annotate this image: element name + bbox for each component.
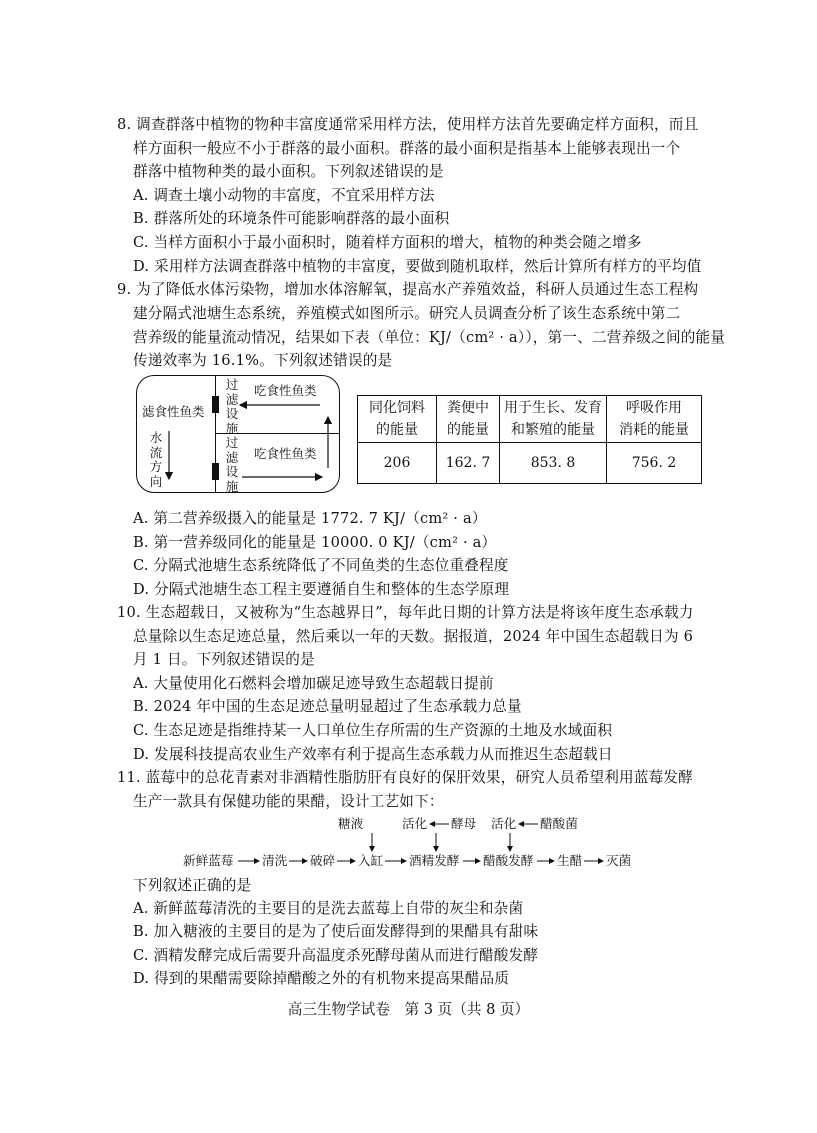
step-raw-vinegar: 生醋 <box>557 853 583 868</box>
table-row <box>358 443 702 484</box>
step-into-vat: 入缸 <box>358 853 384 868</box>
feeding-fish-lower-label: 吃食性鱼类 <box>254 446 317 461</box>
header-assimilated: 同化饲料 的能量 <box>358 396 437 443</box>
feeding-fish-upper-label: 吃食性鱼类 <box>254 383 317 398</box>
q9-option-d: D. 分隔式池塘生态工程主要遵循自生和整体的生态学原理 <box>133 581 510 598</box>
q9-option-a: A. 第二营养级摄入的能量是 1772. 7 KJ/（cm² · a） <box>133 510 487 527</box>
q11-stem-line-1: 11. 蓝莓中的总花青素对非酒精性脂肪肝有良好的保肝效果，研究人员希望利用蓝莓发酵 <box>117 769 694 786</box>
q8-option-a: A. 调查土壤小动物的丰富度，不宜采用样方法 <box>133 187 435 204</box>
step-alcohol-fermentation: 酒精发酵 <box>409 853 460 868</box>
q11-stem-line-2: 生产一款具有保健功能的果醋，设计工艺如下： <box>133 793 444 810</box>
input-acetic-bacteria: 醋酸菌 <box>540 816 578 831</box>
q8-stem-line-2: 样方面积一般应不小于群落的最小面积。群落的最小面积是指基本上能够表现出一个 <box>133 140 681 157</box>
pond-flow-arrows <box>137 376 341 494</box>
filter-facility-top-label: 过滤设施 <box>225 377 239 436</box>
step-sterilization: 灭菌 <box>606 853 632 868</box>
page-footer: 高三生物学试卷 第 3 页（共 8 页） <box>287 1001 530 1018</box>
q9-stem-line-3: 营养级的能量流动情况，结果如下表（单位：KJ/（cm² · a）），第一、二营养级之间的能量 <box>133 329 726 346</box>
q10-option-c: C. 生态足迹是指维持某一人口单位生存所需的生产资源的土地及水域面积 <box>133 722 613 739</box>
header-growth: 用于生长、发育 和繁殖的能量 <box>500 396 607 443</box>
process-flow-arrows <box>183 813 643 871</box>
header-respiration: 呼吸作用 消耗的能量 <box>607 396 702 443</box>
q8-stem-line-3: 群落中植物种类的最小面积。下列叙述错误的是 <box>133 163 444 180</box>
q9-stem-line-4: 传递效率为 16.1%。下列叙述错误的是 <box>133 352 393 369</box>
q11-option-a: A. 新鲜蓝莓清洗的主要目的是洗去蓝莓上自带的灰尘和杂菌 <box>133 900 524 917</box>
q10-stem-line-1: 10. 生态超载日，又被称为“生态越界日”，每年此日期的计算方法是将该年度生态承载力 <box>117 604 694 621</box>
input-activation-1: 活化 <box>402 816 428 831</box>
pond-diagram <box>136 375 340 493</box>
filter-facility-bottom-label: 过滤设施 <box>225 435 239 494</box>
table-header-row <box>358 396 702 443</box>
q11-prompt: 下列叙述正确的是 <box>133 877 252 894</box>
step-fresh-blueberry: 新鲜蓝莓 <box>183 853 234 868</box>
input-sugar-solution: 糖液 <box>338 816 364 831</box>
filter-feeding-fish-label: 滤食性鱼类 <box>142 404 205 419</box>
q9-option-c: C. 分隔式池塘生态系统降低了不同鱼类的生态位重叠程度 <box>133 557 509 574</box>
q9-stem-line-1: 9. 为了降低水体污染物，增加水体溶解氧，提高水产养殖效益，科研人员通过生态工程构 <box>117 281 699 298</box>
value-assimilated: 206 <box>358 443 437 484</box>
water-flow-label: 水流方向 <box>149 430 163 489</box>
process-flow-diagram <box>183 813 643 871</box>
q10-stem-line-2: 总量除以生态足迹总量，然后乘以一年的天数。据报道，2024 年中国生态超载日为 6 <box>133 628 694 645</box>
input-yeast: 酵母 <box>451 816 477 831</box>
q10-option-b: B. 2024 年中国的生态足迹总量明显超过了生态承载力总量 <box>133 698 522 715</box>
q9-option-b: B. 第一营养级同化的能量是 10000. 0 KJ/（cm² · a） <box>133 534 497 551</box>
energy-flow-table <box>357 395 702 484</box>
q10-option-d: D. 发展科技提高农业生产效率有利于提高生态承载力从而推迟生态超载日 <box>133 746 613 763</box>
value-growth: 853. 8 <box>500 443 607 484</box>
header-feces: 粪便中 的能量 <box>437 396 500 443</box>
q8-option-b: B. 群落所处的环境条件可能影响群落的最小面积 <box>133 210 450 227</box>
step-crush: 破碎 <box>310 853 336 868</box>
step-wash: 清洗 <box>262 853 288 868</box>
q8-stem-line-1: 8. 调查群落中植物的物种丰富度通常采用样方法，使用样方法首先要确定样方面积，而且 <box>117 116 699 133</box>
q9-stem-line-2: 建分隔式池塘生态系统，养殖模式如图所示。研究人员调查分析了该生态系统中第二 <box>133 305 681 322</box>
q11-option-d: D. 得到的果醋需要除掉醋酸之外的有机物来提高果醋品质 <box>133 970 510 987</box>
q10-option-a: A. 大量使用化石燃料会增加碳足迹导致生态超载日提前 <box>133 675 494 692</box>
q11-option-b: B. 加入糖液的主要目的是为了使后面发酵得到的果醋具有甜味 <box>133 923 539 940</box>
value-feces: 162. 7 <box>437 443 500 484</box>
value-respiration: 756. 2 <box>607 443 702 484</box>
q8-option-d: D. 采用样方法调查群落中植物的丰富度，要做到随机取样，然后计算所有样方的平均值 <box>133 258 702 275</box>
q11-option-c: C. 酒精发酵完成后需要升高温度杀死酵母菌从而进行醋酸发酵 <box>133 947 539 964</box>
q8-option-c: C. 当样方面积小于最小面积时，随着样方面积的增大，植物的种类会随之增多 <box>133 234 642 251</box>
input-activation-2: 活化 <box>491 816 517 831</box>
step-acetic-fermentation: 醋酸发酵 <box>483 853 534 868</box>
q10-stem-line-3: 月 1 日。下列叙述错误的是 <box>133 651 315 668</box>
